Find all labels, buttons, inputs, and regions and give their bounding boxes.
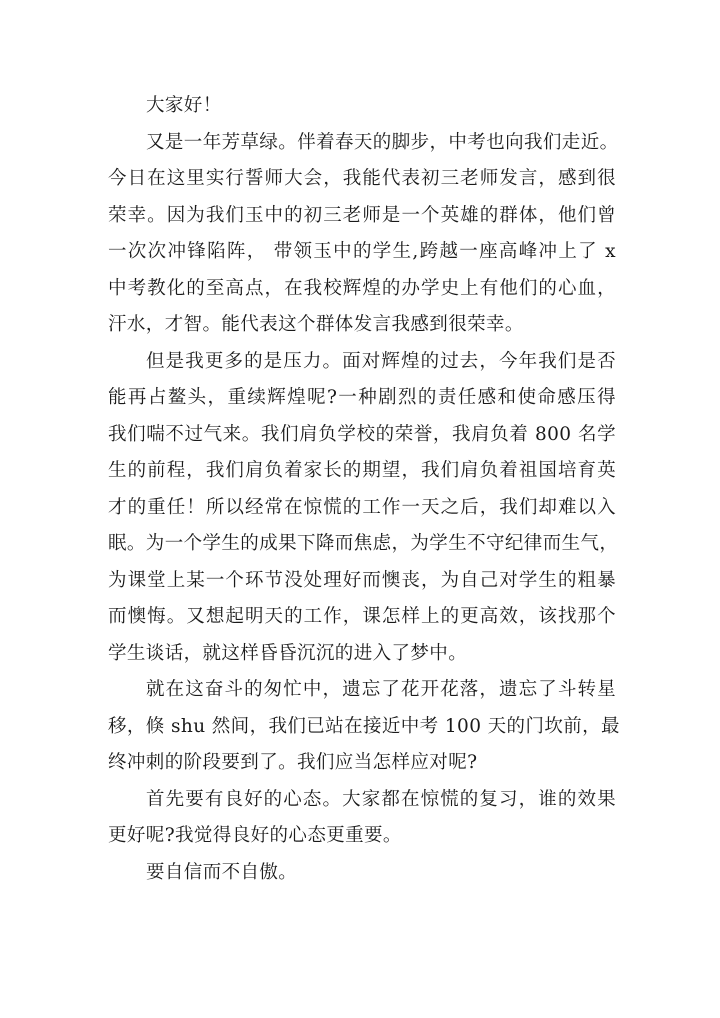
- text-line: 但是我更多的是压力。面对辉煌的过去，今年我们是否: [146, 350, 616, 372]
- text-line: 生的前程，我们肩负着家长的期望，我们肩负着祖国培育英: [108, 460, 616, 481]
- text-line: 我们喘不过气来。我们肩负学校的荣誉，我肩负着 800 名学: [108, 423, 616, 445]
- text-line: 汗水，才智。能代表这个群体发言我感到很荣幸。: [108, 314, 524, 335]
- text-line: 中考教化的至高点，在我校辉煌的办学史上有他们的心血，: [108, 277, 616, 299]
- text-line: 学生谈话，就这样昏昏沉沉的进入了梦中。: [108, 642, 468, 664]
- text-line: 今日在这里实行誓师大会，我能代表初三老师发言，感到很: [108, 168, 616, 189]
- text-line: 能再占鳌头，重续辉煌呢?一种剧烈的责任感和使命感压得: [108, 387, 616, 408]
- text-line: 就在这奋斗的匆忙中，遗忘了花开花落，遗忘了斗转星: [146, 679, 616, 700]
- text-line: 又是一年芳草绿。伴着春天的脚步，中考也向我们走近。: [146, 131, 619, 153]
- text-line: 一次次冲锋陷阵， 带领玉中的学生,跨越一座高峰冲上了 x: [108, 241, 616, 262]
- text-line: 眠。为一个学生的成果下降而焦虑，为学生不守纪律而生气，: [108, 533, 619, 554]
- text-line: 才的重任！所以经常在惊慌的工作一天之后，我们却难以入: [108, 496, 616, 518]
- text-line: 大家好！: [146, 95, 222, 116]
- text-line: 更好呢?我觉得良好的心态更重要。: [108, 825, 402, 846]
- text-line: 终冲刺的阶段要到了。我们应当怎样应对呢?: [108, 752, 478, 773]
- document-body: [108, 88, 620, 891]
- text-line: 首先要有良好的心态。大家都在惊慌的复习，谁的效果: [146, 788, 616, 810]
- text-line: 要自信而不自傲。: [146, 861, 298, 883]
- text-line: 移，倏 shu 然间，我们已站在接近中考 100 天的门坎前，最: [108, 715, 620, 737]
- text-line: 为课堂上某一个环节没处理好而懊丧，为自己对学生的粗暴: [108, 569, 616, 591]
- text-line: 荣幸。因为我们玉中的初三老师是一个英雄的群体，他们曾: [108, 204, 616, 226]
- text-line: 而懊悔。又想起明天的工作，课怎样上的更高效，该找那个: [108, 606, 616, 627]
